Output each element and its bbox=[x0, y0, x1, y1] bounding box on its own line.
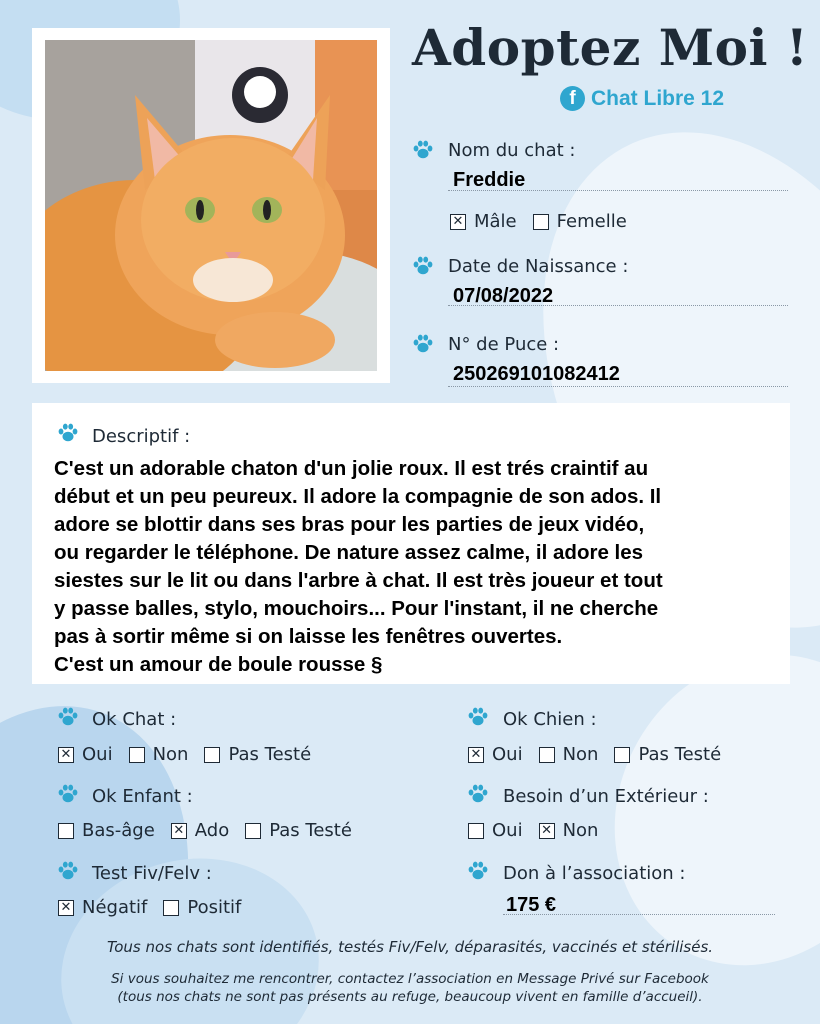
option-label: Non bbox=[152, 744, 189, 765]
checkbox-bas-age[interactable] bbox=[58, 823, 74, 839]
option-label: Positif bbox=[187, 897, 242, 918]
paw-icon bbox=[57, 423, 79, 443]
fiv-options bbox=[58, 897, 257, 918]
divider bbox=[448, 190, 788, 191]
checkbox-oui[interactable] bbox=[468, 747, 484, 763]
footer-contact: Si vous souhaitez me rencontrer, contactez l’association en Message Privé sur Facebook (tous nos chats ne sont pas présents au refuge, beaucoup vivent en famille d’accueil). bbox=[111, 971, 709, 1005]
checkbox-non[interactable] bbox=[129, 747, 145, 763]
option-label: Oui bbox=[82, 744, 113, 765]
chip-number: 250269101082412 bbox=[453, 363, 620, 385]
checkbox-pas-teste[interactable] bbox=[204, 747, 220, 763]
ok-chien-label: Ok Chien : bbox=[503, 709, 597, 730]
paw-icon bbox=[467, 707, 489, 727]
exterieur-label: Besoin d’un Extérieur : bbox=[503, 786, 709, 807]
checkbox-female[interactable] bbox=[533, 214, 549, 230]
checkbox-negatif[interactable] bbox=[58, 900, 74, 916]
don-value: 175 € bbox=[506, 894, 557, 916]
checkbox-oui[interactable] bbox=[468, 823, 484, 839]
checkbox-positif[interactable] bbox=[163, 900, 179, 916]
checkbox-non[interactable] bbox=[539, 747, 555, 763]
option-label: Non bbox=[562, 744, 599, 765]
option-label: Bas-âge bbox=[82, 820, 155, 841]
checkbox-oui[interactable] bbox=[58, 747, 74, 763]
checkbox-pas-teste[interactable] bbox=[614, 747, 630, 763]
option-label: Pas Testé bbox=[228, 744, 312, 765]
fiv-label: Test Fiv/Felv : bbox=[92, 863, 212, 884]
sex-options bbox=[450, 211, 643, 232]
paw-icon bbox=[57, 861, 79, 881]
checkbox-male[interactable] bbox=[450, 214, 466, 230]
paw-icon bbox=[412, 256, 434, 276]
option-label: Mâle bbox=[474, 211, 517, 232]
divider bbox=[448, 305, 788, 306]
brand-name: Chat Libre 12 bbox=[591, 86, 725, 110]
footer-note: Tous nos chats sont identifiés, testés Fiv/Felv, déparasités, vaccinés et stérilisés. bbox=[106, 938, 714, 956]
chip-label: N° de Puce : bbox=[448, 334, 560, 355]
divider bbox=[503, 914, 775, 915]
paw-icon bbox=[57, 784, 79, 804]
ok-enfant-label: Ok Enfant : bbox=[92, 786, 193, 807]
checkbox-pas-teste[interactable] bbox=[245, 823, 261, 839]
checkbox-non[interactable] bbox=[539, 823, 555, 839]
paw-icon bbox=[467, 784, 489, 804]
option-label: Oui bbox=[492, 820, 523, 841]
page-title: Adoptez Moi ! bbox=[412, 18, 809, 77]
ok-chien-options bbox=[468, 744, 737, 765]
paw-icon bbox=[412, 140, 434, 160]
paw-icon bbox=[412, 334, 434, 354]
cat-photo-frame bbox=[32, 28, 390, 383]
paw-icon bbox=[57, 707, 79, 727]
divider bbox=[448, 386, 788, 387]
option-label: Pas Testé bbox=[269, 820, 352, 841]
name-label: Nom du chat : bbox=[448, 140, 576, 161]
ok-chat-label: Ok Chat : bbox=[92, 709, 177, 730]
option-label: Non bbox=[562, 820, 599, 841]
paw-icon bbox=[467, 861, 489, 881]
facebook-icon: f bbox=[560, 86, 585, 111]
birth-date: 07/08/2022 bbox=[453, 285, 554, 307]
ok-chat-options bbox=[58, 744, 327, 765]
brand[interactable] bbox=[560, 86, 724, 111]
don-label: Don à l’association : bbox=[503, 863, 686, 884]
ok-enfant-options bbox=[58, 820, 368, 841]
cat-name: Freddie bbox=[453, 169, 526, 191]
description-text: C'est un adorable chaton d'un jolie roux. Il est trés craintif au début et un peu peureux. Il adore la compagnie de son ados. Il adore se blottir dans ses bras pour les parties de jeux vidéo, ou regarder le téléphone. De nature assez calme, il adore les siestes sur le lit ou dans l'arbre à chat. Il est très joueur et tout y passe balles, stylo, mouchoirs... Pour l'instant, il ne cherche pas à sortir même si on laisse les fenêtres ouvertes. C'est un amour de boule rousse § bbox=[54, 457, 663, 676]
description-box bbox=[32, 403, 790, 684]
option-label: Pas Testé bbox=[638, 744, 722, 765]
option-label: Négatif bbox=[82, 897, 148, 918]
checkbox-ado[interactable] bbox=[171, 823, 187, 839]
option-label: Oui bbox=[492, 744, 523, 765]
option-label: Femelle bbox=[556, 211, 627, 232]
option-label: Ado bbox=[194, 820, 230, 841]
exterieur-options bbox=[468, 820, 614, 841]
description-label: Descriptif : bbox=[92, 426, 191, 447]
cat-photo bbox=[45, 40, 377, 371]
birth-label: Date de Naissance : bbox=[448, 256, 629, 277]
